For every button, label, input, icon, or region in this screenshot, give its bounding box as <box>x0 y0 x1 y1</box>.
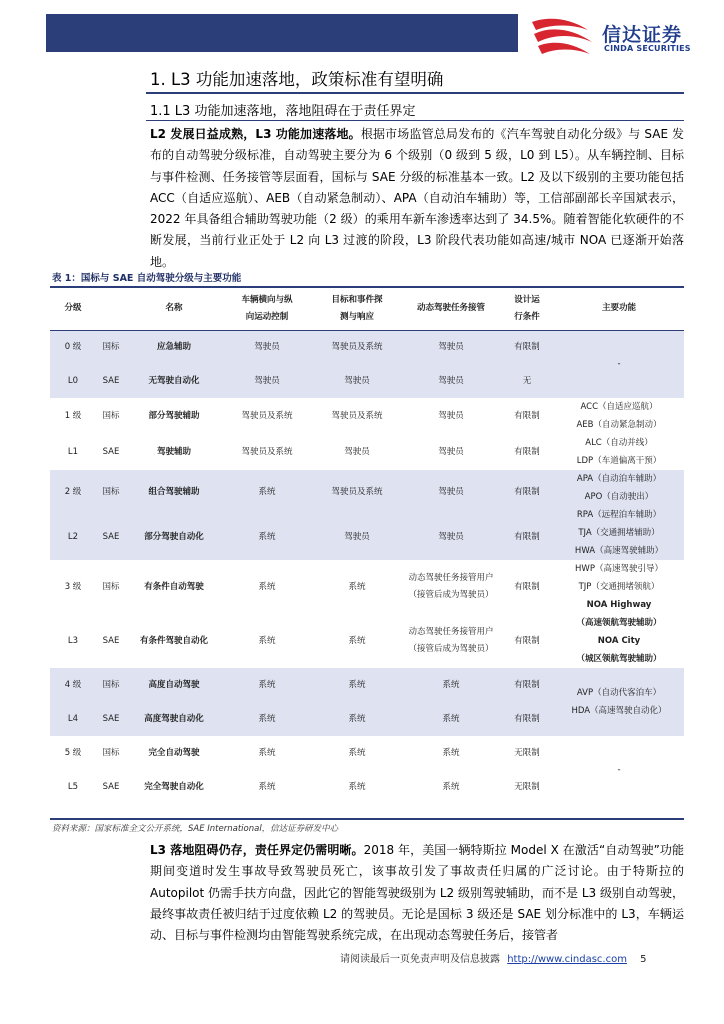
logo-chinese-name: 信达证券 <box>602 24 683 46</box>
table-row: L4 SAE 高度驾驶自动化 系统 系统 系统 有限制 <box>50 702 684 736</box>
header-level: 分级 <box>50 288 96 330</box>
paragraph-l3-obstacles <box>150 840 684 946</box>
table-row: L1 SAE 驾驶辅助 驾驶员及系统 驾驶员 驾驶员 有限制 <box>67 446 540 457</box>
page-footer <box>340 950 647 965</box>
table-row: 4 级 国标 高度自动驾驶 系统 系统 系统 有限制 AVP（自动代客泊车） HDA（高速驾驶自动化） <box>50 668 684 702</box>
table-row: 2 级 国标 组合驾驶辅助 系统 驾驶员及系统 驾驶员 有限制 APA（自动泊车辅助） APO（自动驶出） RPA（远程泊车辅助） TJA（交通拥堵辅助） HWA（高速驾驶辅助） <box>50 470 684 515</box>
paragraph-lead: L2 发展日益成熟，L3 功能加速落地。 <box>150 127 361 141</box>
header-name: 名称 <box>126 288 222 330</box>
table-row: L0 SAE 无驾驶自动化 驾驶员 驾驶员 驾驶员 无 <box>50 364 684 398</box>
features-level-3: HWP（高速驾驶引导） TJP（交通拥堵领航） NOA Highway （高速领航驾驶辅助） NOA City （城区领航驾驶辅助） <box>575 564 663 664</box>
table-header-row <box>50 288 684 330</box>
page-number: 5 <box>640 954 647 965</box>
table-source: 资料来源：国家标准全文公开系统，SAE International，信达证券研发中心 <box>52 824 339 834</box>
header-detect: 目标和事件探 测与响应 <box>312 288 402 330</box>
table-title: 表 1：国标与 SAE 自动驾驶分级与主要功能 <box>52 273 242 284</box>
features-level-2: APA（自动泊车辅助） APO（自动驶出） RPA（远程泊车辅助） TJA（交通拥堵辅助） HWA（高速驾驶辅助） <box>554 470 684 560</box>
table-row: L2 SAE 部分驾驶自动化 系统 驾驶员 驾驶员 有限制 <box>50 515 684 560</box>
cinda-logo-mark-icon <box>528 14 598 56</box>
features-level-4: AVP（自动代客泊车） HDA（高速驾驶自动化） <box>554 668 684 736</box>
features-level-5: - <box>617 765 621 775</box>
cinda-logo <box>528 14 708 56</box>
header-control: 车辆横向与纵 向运动控制 <box>222 288 312 330</box>
logo-english-name: CINDA SECURITIES <box>604 44 691 53</box>
autonomy-level-table <box>50 288 684 804</box>
table-row: L5 SAE 完全驾驶自动化 系统 系统 系统 无限制 <box>67 781 540 792</box>
table-row: 5 级 国标 完全自动驾驶 系统 系统 系统 无限制 - <box>50 736 684 770</box>
disclaimer-note: 请阅读最后一页免责声明及信息披露 <box>340 954 500 965</box>
paragraph-body: 根据市场监管总局发布的《汽车驾驶自动化分级》与 SAE 发布的自动驾驶分级标准，自动驾驶主要分为 6 个级别（0 级到 5 级，L0 到 L5）。从车辆控制、目标与事件检测、任务接管等层面看，国标与 SAE 分级的标准基本一致。L2 及以下级别的主要功能包括 ACC（自适应巡航）、AEB（自动紧急制动）、APA（自动泊车辅助）等，工信部副部长辛国斌表示，2022 年具备组合辅助驾驶功能（2 级）的乘用车新车渗透率达到了 34.5%。随着智能化软硬件的不断发展，当前行业正处于 L2 向 L3 过渡的阶段，L3 阶段代表功能如高速/城市 NOA 已逐渐开始落地。 <box>150 127 684 269</box>
table-row: L3 SAE 有条件驾驶自动化 系统 系统 动态驾驶任务接管用户 （接管后成为驾驶员） 有限制 <box>67 627 540 654</box>
features-level-1: ACC（自适应巡航） AEB（自动紧急制动） ALC（自动并线） LDP（车道偏离干预） <box>576 402 662 466</box>
subsection-heading: 1.1 L3 功能加速落地，落地阻碍在于责任界定 <box>150 104 416 119</box>
header-band <box>46 14 518 52</box>
table-row: 0 级 国标 应急辅助 驾驶员 驾驶员及系统 驾驶员 有限制 - <box>50 330 684 364</box>
table-row: 3 级 国标 有条件自动驾驶 系统 系统 动态驾驶任务接管用户 （接管后成为驾驶员） 有限制 HWP（高速驾驶引导） TJP（交通拥堵领航） NOA Highway （高速领航驾驶辅助） NOA City （城区领航驾驶辅助） <box>50 560 684 614</box>
header-features: 主要功能 <box>554 288 684 330</box>
paragraph-lead: L3 落地阻碍仍存，责任界定仍需明晰。 <box>150 843 364 857</box>
paragraph-l2-development <box>150 124 684 273</box>
features-level-0: - <box>554 330 684 398</box>
subsection-heading-rule <box>146 120 684 121</box>
section-heading: 1. L3 功能加速落地，政策标准有望明确 <box>150 70 444 89</box>
section-heading-rule <box>146 92 684 94</box>
table-row: 1 级 国标 部分驾驶辅助 驾驶员及系统 驾驶员及系统 驾驶员 有限制 ACC（自适应巡航） AEB（自动紧急制动） ALC（自动并线） LDP（车道偏离干预） <box>50 398 684 434</box>
header-takeover: 动态驾驶任务接管 <box>402 288 500 330</box>
website-link[interactable]: http://www.cindasc.com <box>507 954 627 965</box>
table-bottom-rule <box>50 818 684 820</box>
paragraph-body: 2018 年，美国一辆特斯拉 Model X 在激活“自动驾驶”功能期间变道时发生事故导致驾驶员死亡，该事故引发了事故责任归属的广泛讨论。由于特斯拉的 Autopilot 仍需手扶方向盘，因此它的智能驾驶级别为 L2 级别驾驶辅助，而不是 L3 级别自动驾驶，最终事故责任被归结于过度依赖 L2 的驾驶员。无论是国标 3 级还是 SAE 划分标准中的 L3，车辆运动、目标与事件检测均由智能驾驶系统完成，在出现动态驾驶任务后，接管者 <box>150 843 684 943</box>
header-odd: 设计运 行条件 <box>500 288 554 330</box>
